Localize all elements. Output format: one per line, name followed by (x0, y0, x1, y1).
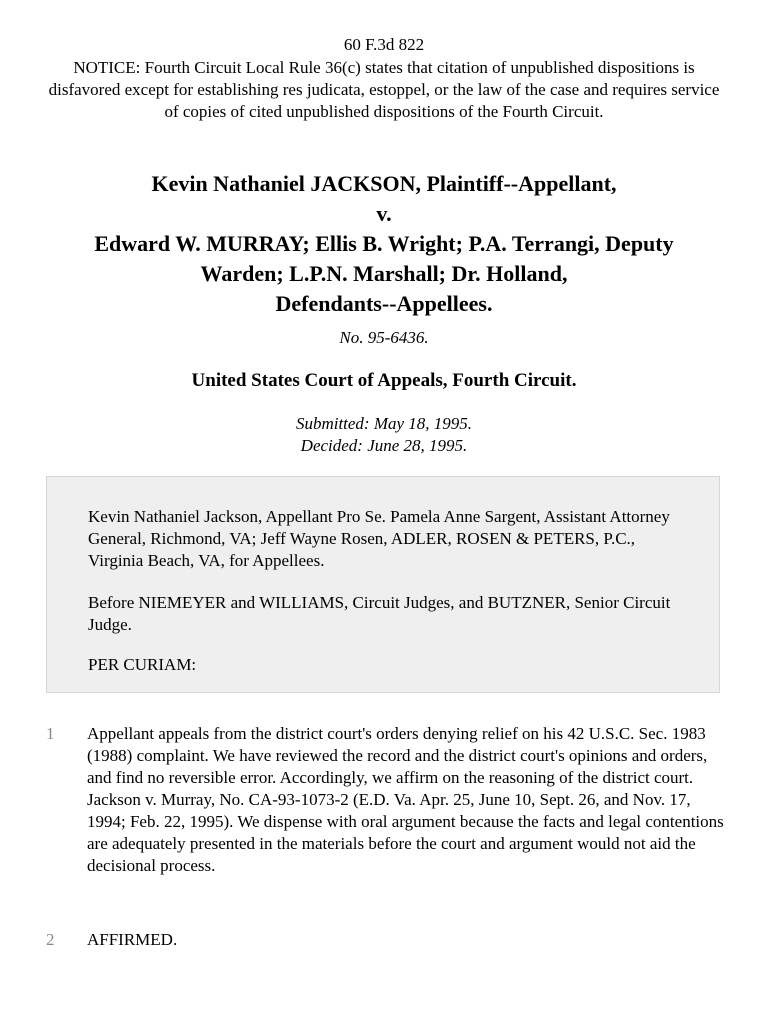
appellees-line-1: Edward W. MURRAY; Ellis B. Wright; P.A. Terrangi, Deputy (94, 231, 674, 256)
case-dates (0, 413, 768, 457)
decided-date: Decided: June 28, 1995. (300, 436, 468, 455)
counsel-panel (46, 476, 720, 693)
judges-text: Before NIEMEYER and WILLIAMS, Circuit Judges, and BUTZNER, Senior Circuit Judge. (88, 593, 671, 634)
counsel-text: Kevin Nathaniel Jackson, Appellant Pro Se. Pamela Anne Sargent, Assistant Attorney General, Richmond, VA; Jeff Wayne Rosen, ADLER, ROSEN & PETERS, P.C., Virginia Beach, VA, for Appellees. (88, 507, 670, 570)
paragraph-number[interactable]: 2 (46, 930, 55, 949)
submitted-date: Submitted: May 18, 1995. (295, 414, 473, 433)
per-curiam: PER CURIAM: (88, 655, 197, 674)
unpublished-notice: NOTICE: Fourth Circuit Local Rule 36(c) states that citation of unpublished dispositions is disfavored except for establishing res judicata, estoppel, or the law of the case and requires service of copies of cited unpublished dispositions of the Fourth Circuit. (48, 58, 720, 121)
citation: 60 F.3d 822 (343, 35, 425, 54)
paragraph-text: AFFIRMED. (87, 930, 178, 949)
appellant-name: Kevin Nathaniel JACKSON, Plaintiff--Appellant, (151, 171, 617, 196)
paragraph-number[interactable]: 1 (46, 724, 55, 743)
docket-number: No. 95-6436. (339, 328, 429, 347)
court-name: United States Court of Appeals, Fourth Circuit. (191, 370, 577, 391)
versus: v. (376, 201, 392, 226)
appellees-line-2: Warden; L.P.N. Marshall; Dr. Holland, (200, 261, 568, 286)
appellees-line-3: Defendants--Appellees. (275, 291, 493, 316)
case-caption (30, 169, 738, 319)
paragraph-text: Appellant appeals from the district court's orders denying relief on his 42 U.S.C. Sec. 1983 (1988) complaint. We have reviewed the record and the district court's opinions and orders, and find no reversible error. Accordingly, we affirm on the reasoning of the district court. Jackson v. Murray, No. CA-93-1073-2 (E.D. Va. Apr. 25, June 10, Sept. 26, and Nov. 17, 1994; Feb. 22, 1995). We dispense with oral argument because the facts and legal contentions are adequately presented in the materials before the court and argument would not aid the decisional process. (87, 724, 724, 875)
